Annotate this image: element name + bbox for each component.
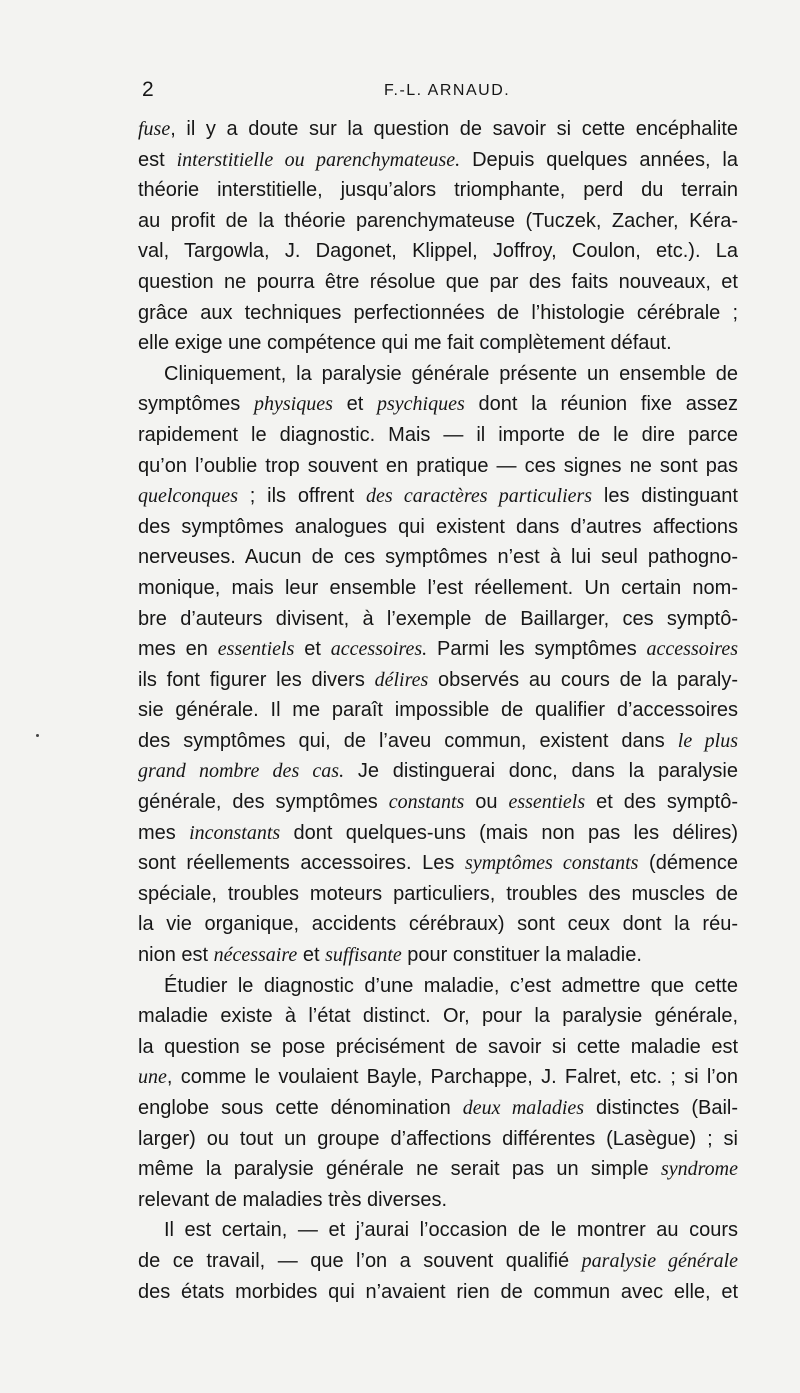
text-run: générale, des symptômes: [138, 791, 389, 814]
text-line: [138, 298, 738, 329]
italic-text: psychiques: [377, 393, 465, 416]
text-line: [138, 389, 738, 420]
text-run: maladie existe à l’état distinct. Or, pour la paralysie générale,: [138, 1005, 738, 1028]
text-line: [138, 114, 738, 145]
italic-text: accessoires: [646, 638, 738, 661]
italic-text: constants: [388, 791, 465, 814]
text-line: [138, 848, 738, 879]
text-run: pour constituer la maladie.: [401, 944, 642, 967]
text-line: [138, 359, 738, 390]
text-run: spéciale, troubles moteurs particuliers, troubles des muscles de: [138, 882, 738, 905]
text-line: [138, 573, 738, 604]
text-line: [138, 1246, 738, 1277]
text-run: Cliniquement, la paralysie générale présente un ensemble de: [164, 362, 738, 385]
text-run: Parmi les symptômes: [427, 638, 647, 661]
text-run: de ce travail, — que l’on a souvent qualifié: [138, 1249, 582, 1272]
text-line: [138, 879, 738, 910]
text-run: ils font figurer les divers: [138, 668, 375, 691]
text-line: [138, 634, 738, 665]
text-line: [138, 175, 738, 206]
text-run: et des symptô-: [585, 791, 739, 814]
text-run: Depuis quelques années, la: [460, 148, 738, 171]
text-run: Je distinguerai donc, dans la paralysie: [344, 760, 738, 783]
text-line: [138, 328, 738, 359]
text-run: distinctes (Bail-: [584, 1097, 739, 1119]
text-run: englobe sous cette dénomination: [138, 1097, 463, 1119]
italic-text: le plus: [677, 729, 738, 752]
text-line: [138, 695, 738, 726]
text-run: ou: [464, 791, 509, 814]
text-run: théorie interstitielle, jusqu’alors triomphante, perd du terrain: [138, 179, 738, 202]
italic-text: suffisante: [325, 944, 402, 967]
text-run: dont quelques-uns (mais non pas les délires): [280, 821, 738, 844]
print-speck: [36, 734, 39, 737]
text-line: [138, 787, 738, 818]
text-line: [138, 971, 738, 1002]
text-run: grâce aux techniques perfectionnées de l’histologie cérébrale ;: [138, 301, 738, 324]
text-line: [138, 818, 738, 849]
text-run: même la paralysie générale ne serait pas un simple: [138, 1158, 661, 1181]
text-line: [138, 1062, 738, 1093]
italic-text: essentiels: [508, 791, 586, 814]
text-line: [138, 1185, 738, 1216]
text-line: [138, 481, 738, 512]
text-line: [138, 1154, 738, 1185]
italic-text: syndrome: [660, 1158, 738, 1181]
text-run: dont la réunion fixe assez: [464, 393, 738, 416]
text-line: [138, 236, 738, 267]
italic-text: interstitielle ou parenchymateuse.: [176, 148, 461, 171]
text-run: Il est certain, — et j’aurai l’occasion de le montrer au cours: [164, 1219, 738, 1242]
italic-text: nécessaire: [213, 944, 298, 967]
text-run: au profit de la théorie parenchymateuse (Tuczek, Zacher, Kéra-: [138, 209, 738, 232]
text-run: la vie organique, accidents cérébraux) sont ceux dont la réu-: [138, 913, 738, 936]
italic-text: paralysie générale: [581, 1249, 739, 1272]
text-run: nion est: [138, 944, 214, 967]
italic-text: deux maladies: [462, 1097, 585, 1119]
text-run: question ne pourra être résolue que par des faits nouveaux, et: [138, 270, 738, 293]
italic-text: grand nombre des cas.: [138, 760, 345, 783]
text-run: symptômes: [138, 393, 254, 416]
text-line: [138, 512, 738, 543]
text-run: , il y a doute sur la question de savoir si cette encéphalite: [170, 118, 738, 140]
italic-text: quelconques: [138, 485, 238, 508]
text-line: [138, 604, 738, 635]
italic-text: inconstants: [189, 821, 281, 844]
text-run: des symptômes analogues qui existent dans d’autres affections: [138, 515, 738, 538]
text-run: et: [297, 944, 326, 967]
text-run: rapidement le diagnostic. Mais — il importe de le dire parce: [138, 423, 738, 446]
text-run: Étudier le diagnostic d’une maladie, c’est admettre que cette: [164, 974, 738, 997]
body-text: [138, 114, 738, 1307]
text-run: et: [332, 393, 378, 416]
text-line: [138, 1124, 738, 1155]
text-run: est: [138, 148, 177, 171]
text-run: mes: [138, 821, 190, 844]
page-number: 2: [142, 78, 154, 101]
text-run: mes en: [138, 638, 218, 661]
text-run: sont réellements accessoires. Les: [138, 852, 466, 875]
text-line: [138, 940, 738, 971]
text-run: elle exige une compétence qui me fait complètement défaut.: [138, 332, 672, 355]
text-line: [138, 451, 738, 482]
italic-text: symptômes constants: [465, 852, 639, 875]
text-run: , comme le voulaient Bayle, Parchappe, J. Falret, etc. ; si l’on: [166, 1066, 738, 1089]
text-line: [138, 1032, 738, 1063]
text-run: larger) ou tout un groupe d’affections différentes (Lasègue) ; si: [138, 1127, 738, 1150]
italic-text: délires: [374, 668, 429, 691]
text-line: [138, 1277, 738, 1308]
text-line: [138, 726, 738, 757]
text-run: ; ils offrent: [237, 485, 366, 508]
italic-text: une: [138, 1066, 167, 1089]
text-run: et: [294, 638, 331, 661]
text-run: des états morbides qui n’avaient rien de commun avec elle, et: [138, 1280, 738, 1303]
text-line: [138, 206, 738, 237]
italic-text: accessoires.: [330, 638, 428, 661]
text-line: [138, 1093, 738, 1124]
italic-text: physiques: [253, 393, 333, 416]
text-line: [138, 1215, 738, 1246]
text-run: bre d’auteurs divisent, à l’exemple de Baillarger, ces symptô-: [138, 607, 738, 630]
text-run: relevant de maladies très diverses.: [138, 1188, 448, 1211]
text-line: [138, 420, 738, 451]
text-run: observés au cours de la paraly-: [428, 668, 738, 691]
text-run: la question se pose précisément de savoir si cette maladie est: [138, 1035, 738, 1058]
text-line: [138, 756, 738, 787]
text-run: monique, mais leur ensemble l’est réellement. Un certain nom-: [138, 576, 738, 599]
page-header: [138, 78, 738, 106]
italic-text: des caractères particuliers: [365, 485, 593, 508]
text-line: [138, 909, 738, 940]
running-head: F.-L. ARNAUD.: [384, 82, 511, 99]
text-line: [138, 267, 738, 298]
text-run: qu’on l’oublie trop souvent en pratique — ces signes ne sont pas: [138, 454, 738, 477]
text-run: (démence: [638, 852, 738, 875]
italic-text: essentiels: [217, 638, 295, 661]
text-line: [138, 1001, 738, 1032]
text-line: [138, 145, 738, 176]
text-run: val, Targowla, J. Dagonet, Klippel, Joffroy, Coulon, etc.). La: [138, 240, 738, 263]
text-line: [138, 542, 738, 573]
text-line: [138, 665, 738, 696]
text-run: sie générale. Il me paraît impossible de qualifier d’accessoires: [138, 699, 738, 722]
italic-text: fuse: [138, 118, 171, 140]
text-run: nerveuses. Aucun de ces symptômes n’est à lui seul pathogno-: [138, 546, 738, 569]
text-run: des symptômes qui, de l’aveu commun, existent dans: [138, 729, 678, 752]
text-run: les distinguant: [592, 485, 738, 508]
